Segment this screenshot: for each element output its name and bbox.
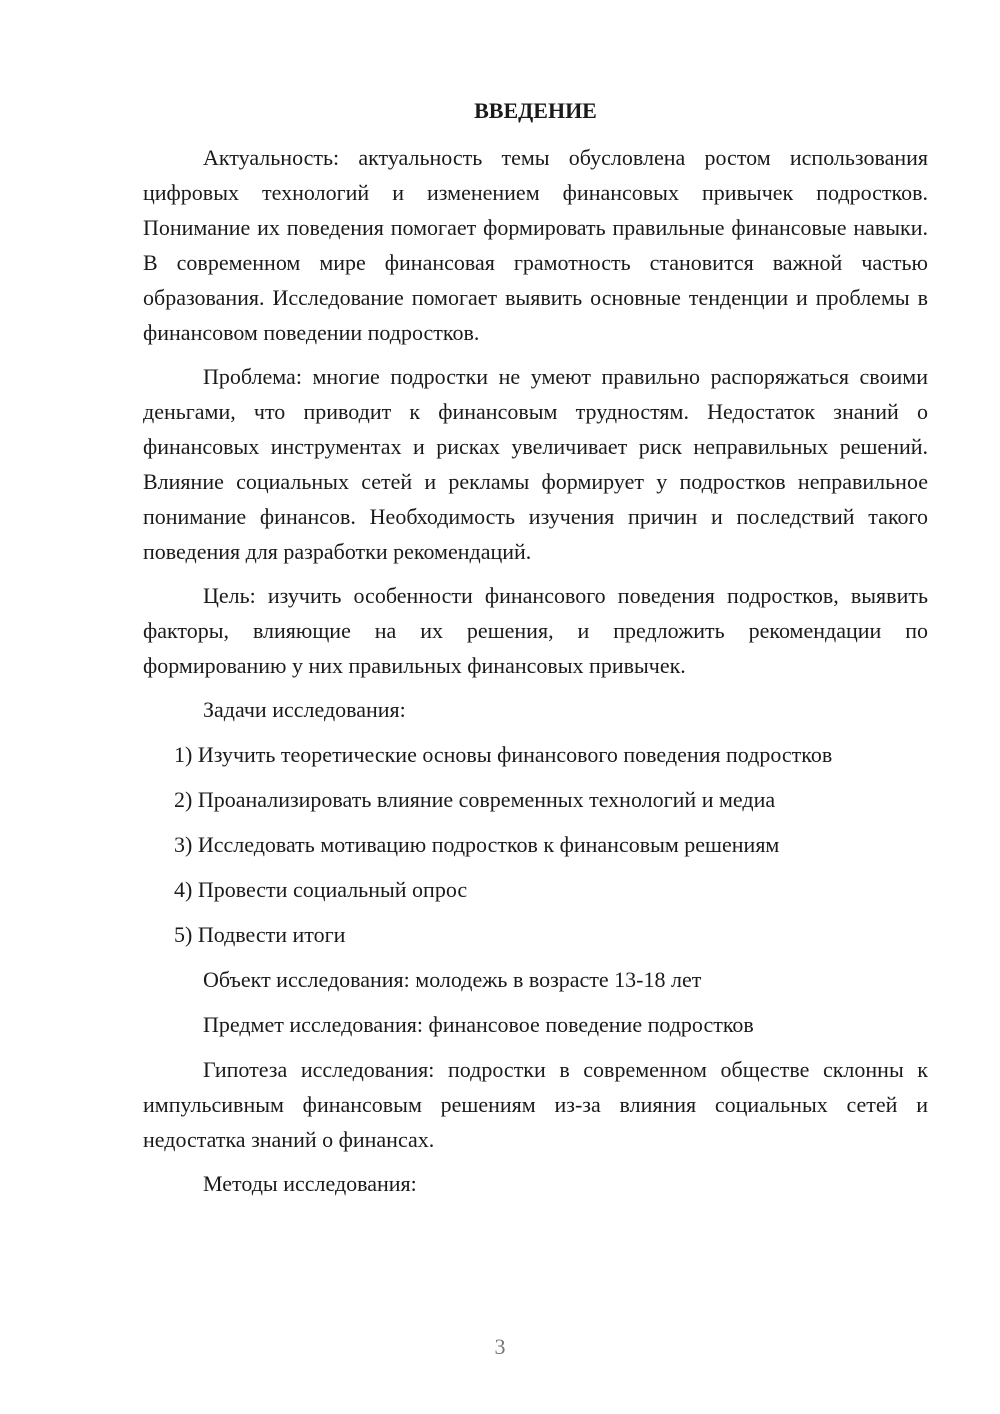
hypothesis-paragraph: Гипотеза исследования: подростки в современном обществе склонны к импульсивным финансовым решениям из-за влияния социальных сетей и недостатка знаний о финансах. (143, 1057, 928, 1152)
list-item: 4) Провести социальный опрос (174, 877, 468, 902)
list-item: 1) Изучить теоретические основы финансового поведения подростков (174, 742, 833, 767)
list-item: 5) Подвести итоги (174, 922, 346, 947)
subject-line: Предмет исследования: финансовое поведение подростков (203, 1012, 754, 1037)
page-number: 3 (494, 1334, 506, 1359)
list-item: 3) Исследовать мотивацию подростков к финансовым решениям (174, 832, 780, 857)
methods-heading: Методы исследования: (203, 1171, 417, 1196)
list-item: 2) Проанализировать влияние современных технологий и медиа (174, 787, 776, 812)
problem-paragraph: Проблема: многие подростки не умеют правильно распоряжаться своими деньгами, что приводит к финансовым трудностям. Недостаток знаний о финансовых инструментах и рисках увеличивает риск неправильных решений. Влияние социальных сетей и рекламы формирует у подростков неправильное понимание финансов. Необходимость изучения причин и последствий такого поведения для разработки рекомендаций. (143, 364, 928, 564)
document-page (143, 96, 928, 1211)
page-title: ВВЕДЕНИЕ (474, 98, 597, 123)
tasks-list (143, 737, 928, 952)
goal-paragraph: Цель: изучить особенности финансового поведения подростков, выявить факторы, влияющие на их решения, и предложить рекомендации по формированию у них правильных финансовых привычек. (143, 583, 928, 678)
relevance-paragraph: Актуальность: актуальность темы обусловлена ростом использования цифровых технологий и изменением финансовых привычек подростков. Понимание их поведения помогает формировать правильные финансовые навыки. В современном мире финансовая грамотность становится важной частью образования. Исследование помогает выявить основные тенденции и проблемы в финансовом поведении подростков. (143, 145, 928, 345)
tasks-heading: Задачи исследования: (203, 697, 406, 722)
object-line: Объект исследования: молодежь в возрасте 13-18 лет (203, 967, 702, 992)
